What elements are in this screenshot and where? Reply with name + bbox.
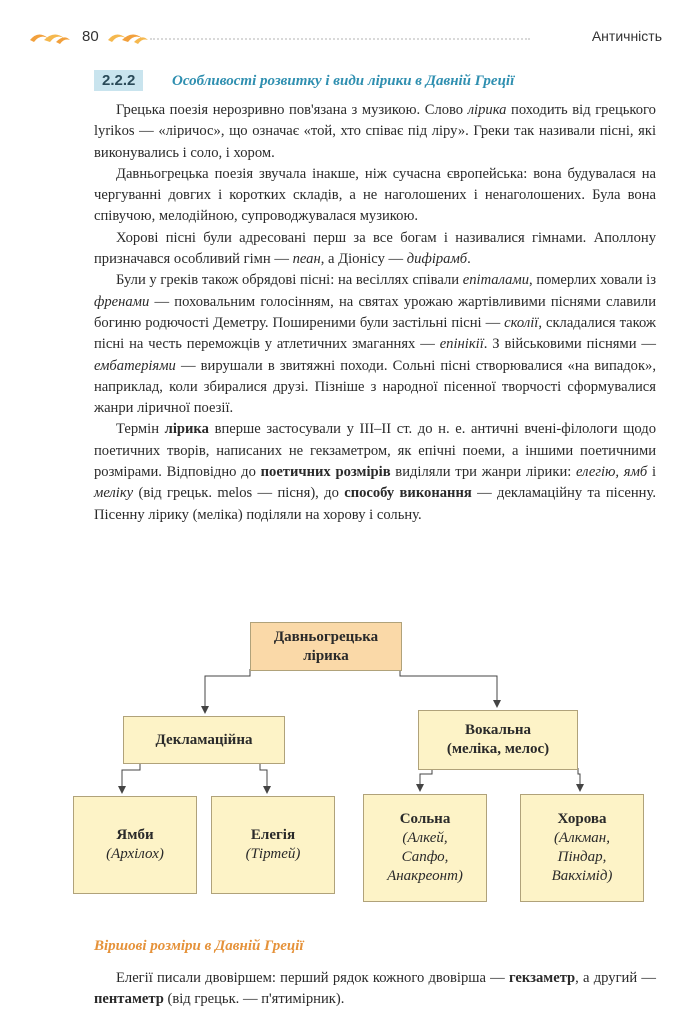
italic-term: пеан [292,251,321,268]
text-run: , а другий — [575,970,656,986]
solo-note-1: (Алкей, [402,830,448,846]
section-heading [94,70,654,96]
text-run: , а Діонісу — [320,251,407,268]
subsection-title: Віршові розміри в Давній Греції [94,938,304,954]
italic-term: дифірамб [406,251,468,268]
choral-note-2: Піндар, [557,849,607,865]
paragraph [94,100,656,164]
paragraph [94,419,656,525]
bold-term: лірика [164,421,209,438]
choral-note-1: (Алкман, [554,830,610,846]
text-run: — вирушали в звитяжні походи. Сольні пісні створювалися «на випадок», наприклад, коли збиралися друзі. Пізніше з народної пісенної творчості сформувалися жанри ліричної поезії. [94,357,656,417]
bold-term: пентаметр [94,991,164,1008]
text-run: , померлих ховали із [529,272,656,289]
text-run: Термін [116,421,165,438]
vocal-box [418,710,578,770]
paragraph [94,270,656,419]
elegy-box [211,796,335,894]
iambs-title: Ямби [116,827,154,843]
italic-term: епіталами [462,272,530,289]
page-header [0,0,700,70]
text-run: . [467,251,471,268]
body-text [94,100,656,526]
paragraph [94,968,656,1011]
section-title: Особливості розвитку і види лірики в Давній Греції [172,73,515,89]
italic-term: лірика [467,102,507,118]
text-run: Грецька поезія нерозривно пов'язана з музикою. Слово [116,102,468,118]
italic-term: елегію, ямб [576,464,648,481]
lyric-types-diagram [0,612,700,912]
choral-note-3: Вакхімід) [551,868,613,884]
bold-term: поетичних розмірів [260,464,391,481]
italic-term: френами [94,293,150,310]
section-number: 2.2.2 [94,70,143,91]
text-run: Давньогрецька поезія звучала інакше, ніж сучасна європейська: вона будувалася на чергуванні довгих і коротких складів, а не наголошених і ненаголошених. Була вона співучою, мелодійною, супроводжувалася музикою. [94,165,656,225]
iambs-box [73,796,197,894]
italic-term: ембатеріями [94,357,176,374]
italic-term: епінікії [439,336,484,353]
text-run: (від грецьк. — п'ятимірник). [163,991,345,1008]
text-run: — поховальним голосінням, на святах урожаю жартівливими піснями славили богиню родючості Деметру. Поширеними були застільні пісні — [94,293,656,331]
text-run: виділяли три жанри лірики: [390,464,577,481]
text-run: Були у греків також обрядові пісні: на весіллях співали [116,272,463,289]
running-title: Античність [591,28,662,44]
elegy-title: Елегія [250,827,296,843]
header-divider [150,38,530,40]
elegy-note: (Тіртей) [245,846,301,862]
text-run: . З військовими піснями — [483,336,656,353]
paragraph [94,164,656,228]
text-run: (від грецьк. melos — пісня), до [133,485,345,502]
bold-term: гекзаметр [509,970,576,986]
declamatory-label: Декламаційна [155,731,253,748]
body-text-last [94,968,656,1011]
solo-note-3: Анакреонт) [387,868,463,884]
paragraph [94,228,656,271]
ornament-left-icon [28,28,72,48]
iambs-note: (Архілох) [106,846,164,862]
text-run: і [647,464,657,481]
ornament-right-icon [106,28,150,48]
diagram-root-box [250,622,402,671]
text-run: походить від грецького lyrikos — «ліричос», що означає «той, хто співає під ліру». Греки так називали пісні, які виконувались і соло, і хором. [94,102,656,161]
text-run: , складалися також пісні на честь переможців у атлетичних змаганнях — [94,314,656,353]
root-line-1: Давньогрецька [273,628,379,645]
declamatory-box [123,716,285,764]
text-run: вперше застосували у III–II ст. до н. е. античні вчені-філологи щодо поетичних творів, написаних не гекзаметром, як епічні поеми, а іншими поетичними розмірами. Відповідно до [94,421,656,481]
vocal-sub: (меліка, мелос) [446,741,550,757]
italic-term: сколії [504,314,539,331]
text-run: — декламаційну та пісенну. Пісенну лірику (меліка) поділяли на хорову і сольну. [94,485,656,523]
text-run: Елегії писали двовіршем: перший рядок кожного двовірша — [116,970,509,986]
root-line-2: лірика [303,647,349,664]
solo-note-2: Сапфо, [401,849,449,865]
solo-title: Сольна [399,811,451,827]
page-number: 80 [82,28,99,45]
choral-box [520,794,644,902]
choral-title: Хорова [557,811,607,827]
text-run: Хорові пісні були адресовані перш за все богам і називалися гімнами. Аполлону призначався особливий гімн — [94,229,656,268]
bold-term: способу виконання [344,485,472,502]
solo-box [363,794,487,902]
vocal-label: Вокальна [464,722,532,738]
italic-term: меліку [94,485,134,502]
